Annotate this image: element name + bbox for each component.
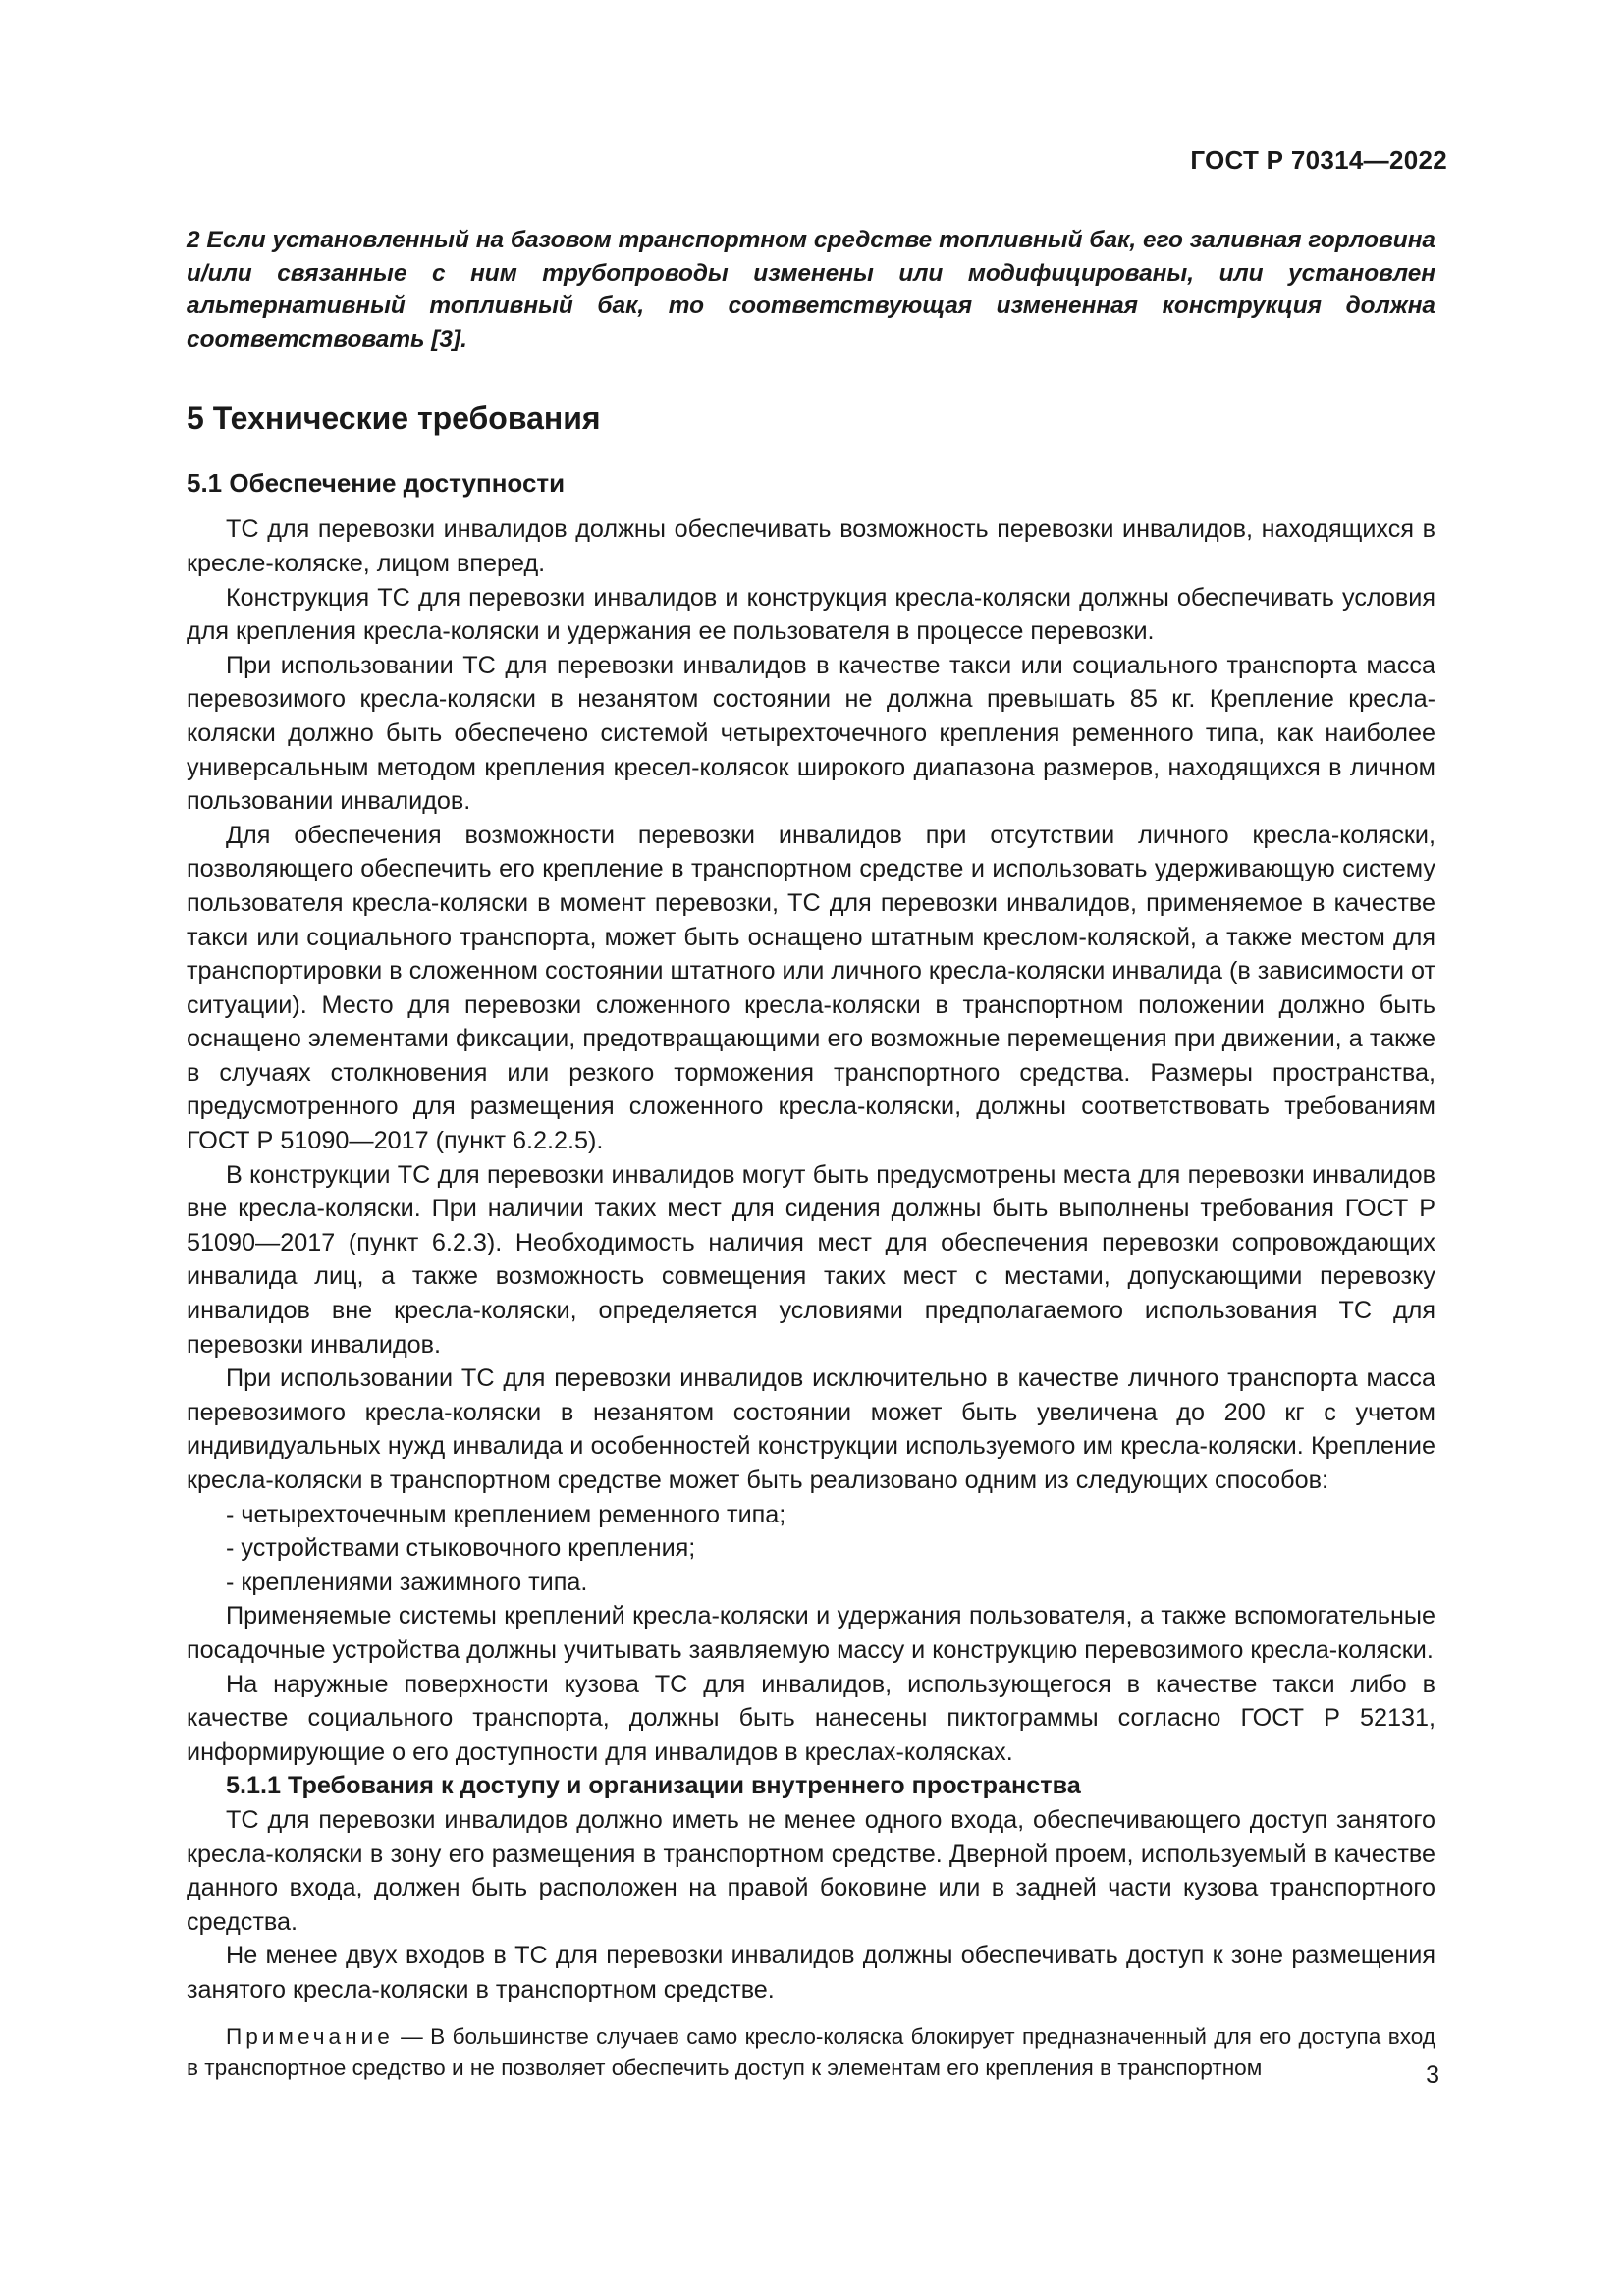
note-label: Примечание <box>226 2023 394 2049</box>
section-5-1-1-title: 5.1.1 Требования к доступу и организации внутреннего пространства <box>226 1772 1081 1800</box>
list-item: - четырехточечным креплением ременного типа; <box>226 1500 786 1528</box>
paragraph: Не менее двух входов в ТС для перевозки инвалидов должны обеспечивать доступ к зоне размещения занятого кресла-коляски в транспортном средстве. <box>187 1942 1435 2003</box>
paragraph: Конструкция ТС для перевозки инвалидов и конструкция кресла-коляски должны обеспечивать условия для крепления кресла-коляски и удержания ее пользователя в процессе перевозки. <box>187 583 1435 646</box>
paragraph: ТС для перевозки инвалидов должно иметь не менее одного входа, обеспечивающего доступ занятого кресла-коляски в зону его размещения в транспортном средстве. Дверной проем, используемый в качестве данного входа, должен быть расположен на правой боковине или в задней части кузова транспортного средства. <box>187 1805 1435 1936</box>
paragraph: В конструкции ТС для перевозки инвалидов могут быть предусмотрены места для перевозки инвалидов вне кресла-коляски. При наличии таких мест для сидения должны быть выполнены требования ГОСТ Р 51090—2017 (пункт 6.2.3). Необходимость наличия мест для обеспечения перевозки сопровождающих инвалида лиц, а также возможность совмещения таких мест с местами, допускающими перевозку инвалидов вне кресла-коляски, определяется условиями предполагаемого использования ТС для перевозки инвалидов. <box>187 1160 1435 1359</box>
paragraph: ТС для перевозки инвалидов должны обеспечивать возможность перевозки инвалидов, находящихся в кресле-коляске, лицом вперед. <box>187 515 1435 577</box>
page-content <box>187 224 1435 2084</box>
section-5-1-title: 5.1 Обеспечение доступности <box>187 468 566 499</box>
paragraph: Для обеспечения возможности перевозки инвалидов при отсутствии личного кресла-коляски, позволяющего обеспечить его крепление в транспортном средстве и использовать удерживающую систему пользователя кресла-коляски в момент перевозки, ТС для перевозки инвалидов, применяемое в качестве такси или социального транспорта, может быть оснащено штатным креслом-коляской, а также местом для транспортировки в сложенном состоянии штатного или личного кресла-коляски инвалида (в зависимости от ситуации). Место для перевозки сложенного кресла-коляски в транспортном положении должно быть оснащено элементами фиксации, предотвращающими его возможные перемещения при движении, а также в случаях столкновения или резкого торможения транспортного средства. Размеры пространства, предусмотренного для размещения сложенного кресла-коляски, должны соответствовать требованиям ГОСТ Р 51090—2017 (пункт 6.2.2.5). <box>187 821 1435 1155</box>
list-item: - креплениями зажимного типа. <box>226 1568 588 1596</box>
paragraph: На наружные поверхности кузова ТС для инвалидов, использующегося в качестве такси либо в качестве социального транспорта, должны быть нанесены пиктограммы согласно ГОСТ Р 52131, информирующие о его доступности для инвалидов в креслах-колясках. <box>187 1670 1435 1766</box>
note-paragraph: 2 Если установленный на базовом транспортном средстве топливный бак, его заливная горловина и/или связанные с ним трубопроводы изменены или модифицированы, или установлен альтернативный топливный бак, то соответствующая измененная конструкция должна соответствовать [3]. <box>187 227 1435 352</box>
paragraph: При использовании ТС для перевозки инвалидов в качестве такси или социального транспорта масса перевозимого кресла-коляски в незанятом состоянии не должна превышать 85 кг. Крепление кресла-коляски должно быть обеспечено системой четырехточечного крепления ременного типа, как наиболее универсальным методом крепления кресел-колясок широкого диапазона размеров, находящихся в личном пользовании инвалидов. <box>187 651 1435 816</box>
note-text: — В большинстве случаев само кресло-коляска блокирует предназначенный для его доступа вход в транспортное средство и не позволяет обеспечить доступ к элементам его крепления в транспортном <box>187 2023 1435 2080</box>
section-5-title: 5 Технические требования <box>187 400 601 437</box>
list-item: - устройствами стыковочного крепления; <box>226 1534 696 1563</box>
page-number: 3 <box>1426 2061 1439 2089</box>
paragraph: Применяемые системы креплений кресла-коляски и удержания пользователя, а также вспомогательные посадочные устройства должны учитывать заявляемую массу и конструкцию перевозимого кресла-коляски. <box>187 1602 1435 1664</box>
paragraph: При использовании ТС для перевозки инвалидов исключительно в качестве личного транспорта масса перевозимого кресла-коляски в незанятом состоянии может быть увеличена до 200 кг с учетом индивидуальных нужд инвалида и особенностей конструкции используемого им кресла-коляски. Крепление кресла-коляски в транспортном средстве может быть реализовано одним из следующих способов: <box>187 1364 1435 1494</box>
note-paragraph <box>187 2021 1435 2084</box>
document-id: ГОСТ Р 70314—2022 <box>1190 145 1447 175</box>
